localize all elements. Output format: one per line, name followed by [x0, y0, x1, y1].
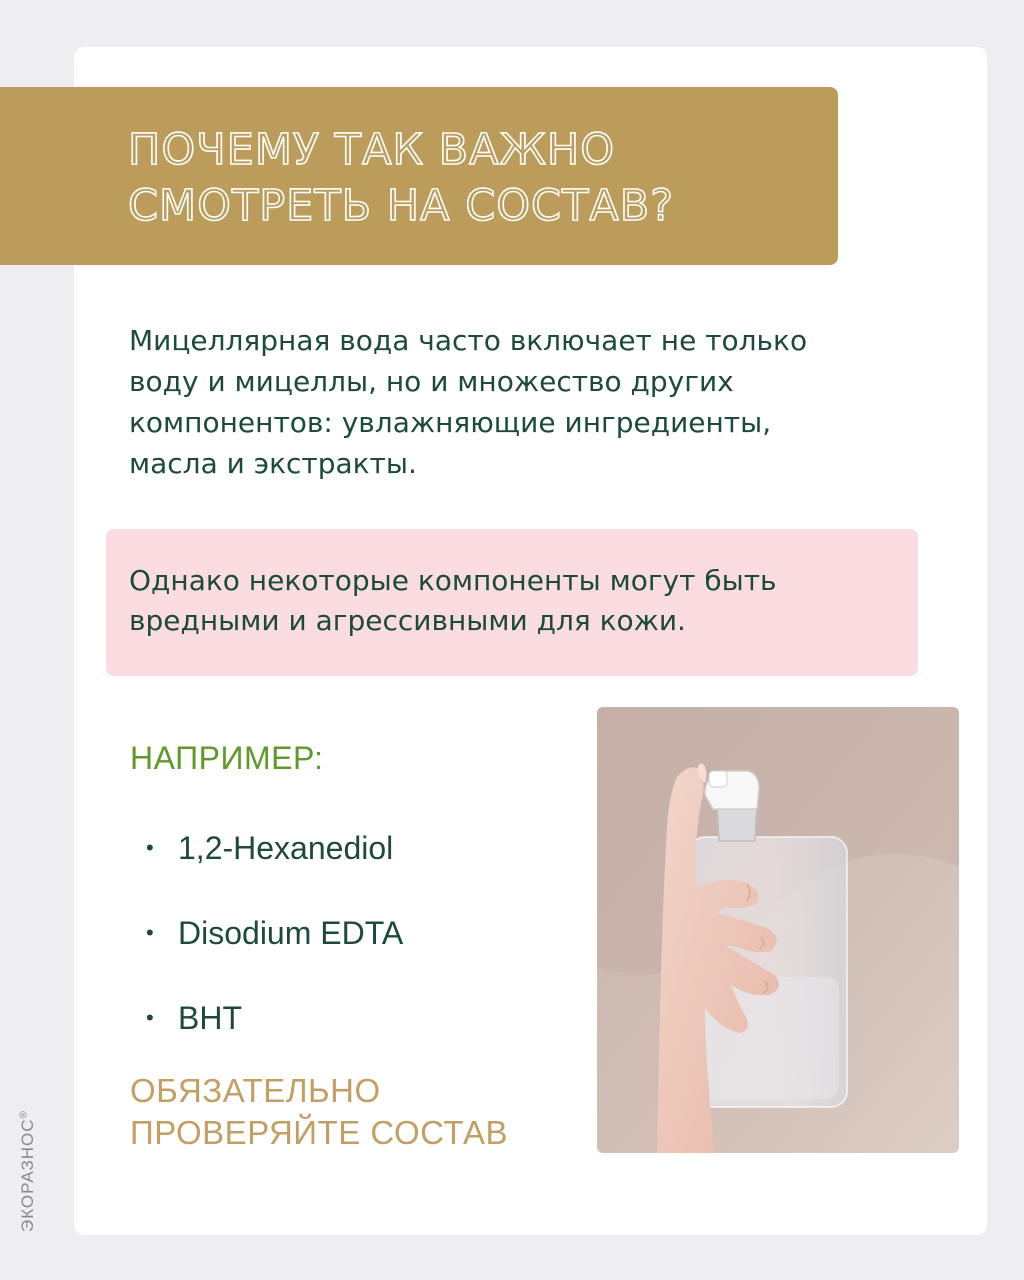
warning-line-2: вредными и агрессивными для кожи. [129, 604, 686, 637]
ingredient-name: BHT [178, 1000, 242, 1036]
hand-spray-bottle-photo [597, 707, 959, 1153]
intro-line-4: масла и экстракты. [129, 447, 417, 480]
warning-text [129, 561, 777, 641]
intro-line-2: воду и мицеллы, но и множество других [129, 365, 734, 398]
warning-line-1: Однако некоторые компоненты могут быть [129, 564, 777, 597]
list-item [146, 996, 403, 1081]
intro-line-1: Мицеллярная вода часто включает не только [129, 324, 808, 357]
intro-line-3: компонентов: увлажняющие ингредиенты, [129, 406, 772, 439]
bullet-icon: • [146, 835, 154, 860]
title-line-2: СМОТРЕТЬ НА СОСТАВ? [128, 181, 675, 231]
registered-mark: ® [18, 1110, 30, 1119]
bullet-icon: • [146, 1005, 154, 1030]
list-item [146, 911, 403, 996]
brand-name: ЭКОРАЗНОС [18, 1118, 37, 1232]
intro-paragraph [129, 320, 929, 484]
brand-watermark [18, 1110, 38, 1232]
ingredient-list [146, 826, 403, 1081]
list-item [146, 826, 403, 911]
cta-line-2: ПРОВЕРЯЙТЕ СОСТАВ [130, 1114, 508, 1151]
bullet-icon: • [146, 920, 154, 945]
title-line-1: ПОЧЕМУ ТАК ВАЖНО [128, 125, 616, 175]
ingredient-name: Disodium EDTA [178, 915, 404, 951]
call-to-action [130, 1070, 508, 1154]
cta-line-1: ОБЯЗАТЕЛЬНО [130, 1072, 381, 1109]
ingredient-name: 1,2-Hexanediol [178, 830, 394, 866]
examples-heading: НАПРИМЕР: [130, 740, 324, 776]
warning-box [106, 529, 918, 676]
page-title [128, 122, 828, 234]
